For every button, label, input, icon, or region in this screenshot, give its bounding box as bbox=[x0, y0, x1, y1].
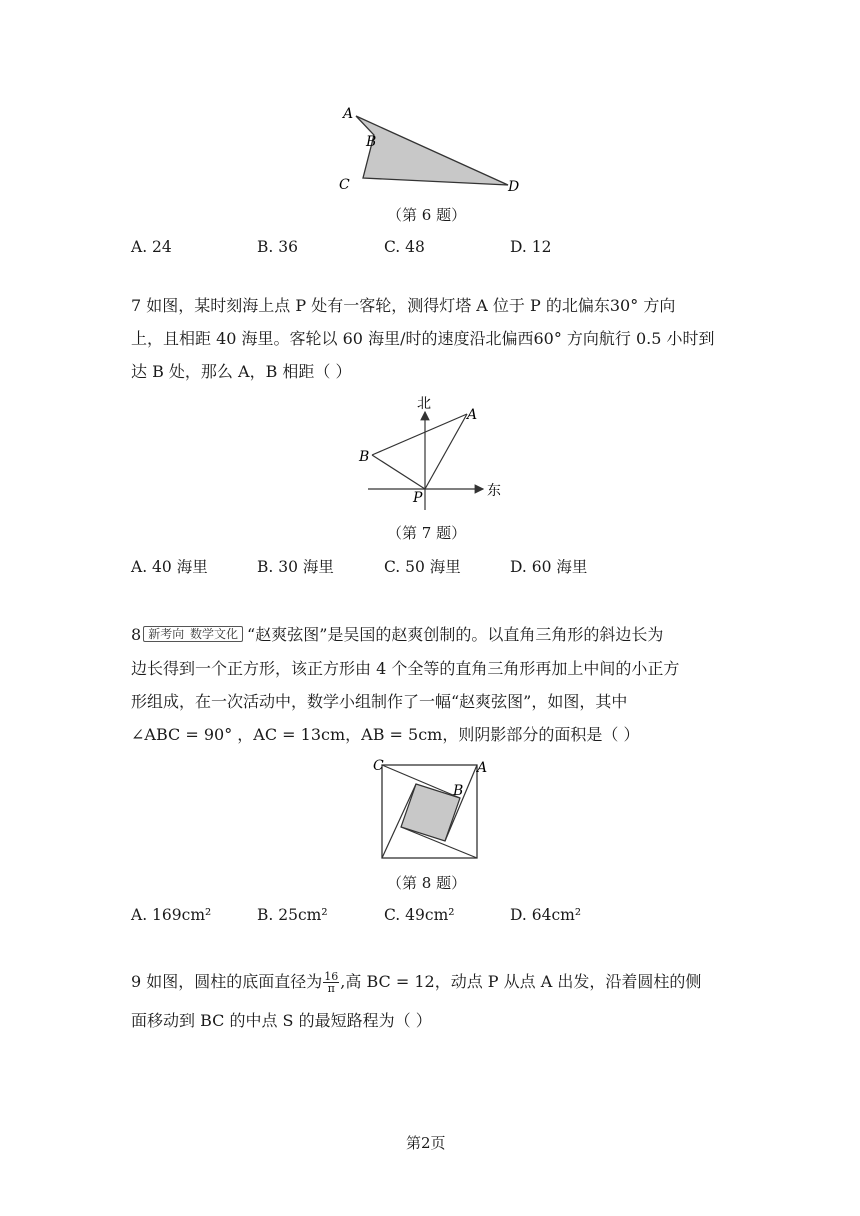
q8-line-4: ∠ABC = 90° ，AC = 13cm，AB = 5cm，则阴影部分的面积是（ ） bbox=[131, 725, 640, 744]
figure-6-shaded-region bbox=[356, 116, 508, 185]
q8-line-3: 形组成，在一次活动中，数学小组制作了一幅“赵爽弦图”，如图，其中 bbox=[131, 692, 628, 711]
q9-line-2: 面移动到 BC 的中点 S 的最短路程为（ ） bbox=[131, 1011, 432, 1030]
q7-line-2: 上，且相距 40 海里。客轮以 60 海里/时的速度沿北偏西60° 方向航行 0.5 小时到 bbox=[131, 329, 715, 348]
figure-8-label-b: B bbox=[453, 783, 464, 799]
q9-fraction bbox=[323, 971, 339, 994]
figure-7-north-label: 北 bbox=[417, 396, 431, 412]
q6-option-c: C. 48 bbox=[384, 238, 425, 256]
q8-option-b: B. 25cm² bbox=[257, 906, 328, 924]
figure-7-segment-pa bbox=[425, 414, 467, 489]
q7-option-b: B. 30 海里 bbox=[257, 558, 334, 576]
q6-option-b: B. 36 bbox=[257, 238, 298, 256]
q7-line-1: 7 如图，某时刻海上点 P 处有一客轮，测得灯塔 A 位于 P 的北偏东30° 方向 bbox=[131, 296, 676, 315]
q7-option-a: A. 40 海里 bbox=[131, 558, 208, 576]
q9-fraction-numerator: 16 bbox=[324, 970, 339, 983]
figure-7 bbox=[350, 392, 510, 517]
figure-6-label-b: B bbox=[366, 134, 377, 150]
figure-7-caption: （第 7 题） bbox=[387, 524, 467, 542]
q9-line-1-post: ,高 BC = 12，动点 P 从点 A 出发，沿着圆柱的侧 bbox=[340, 972, 702, 991]
q7-option-c: C. 50 海里 bbox=[384, 558, 461, 576]
q8-tag-math-culture: 数学文化 bbox=[190, 627, 239, 641]
figure-8-label-a: A bbox=[477, 760, 488, 776]
figure-7-label-p: P bbox=[413, 490, 423, 506]
q8-tag-badge bbox=[143, 626, 243, 642]
figure-7-label-b: B bbox=[359, 449, 370, 465]
q8-number: 8 bbox=[131, 625, 142, 644]
q9-line-1 bbox=[131, 971, 701, 994]
figure-7-segment-ab bbox=[372, 414, 467, 455]
q8-option-c: C. 49cm² bbox=[384, 906, 455, 924]
page-number: 第2页 bbox=[406, 1134, 446, 1152]
figure-6-label-c: C bbox=[339, 177, 350, 193]
q7-option-d: D. 60 海里 bbox=[510, 558, 588, 576]
figure-8-label-c: C bbox=[373, 758, 384, 774]
figure-6 bbox=[330, 100, 530, 200]
q8-line-1 bbox=[131, 625, 663, 645]
figure-7-segment-pb bbox=[372, 455, 425, 489]
figure-8 bbox=[370, 755, 490, 865]
q8-tag-new-direction: 新考向 bbox=[148, 627, 185, 641]
figure-8-caption: （第 8 题） bbox=[387, 874, 467, 892]
q9-fraction-denominator: π bbox=[327, 982, 335, 995]
q7-line-3: 达 B 处，那么 A，B 相距（ ） bbox=[131, 362, 352, 381]
q6-option-a: A. 24 bbox=[131, 238, 172, 256]
q8-line-1-text: “赵爽弦图”是吴国的赵爽创制的。以直角三角形的斜边长为 bbox=[247, 625, 664, 644]
q8-line-2: 边长得到一个正方形，该正方形由 4 个全等的直角三角形再加上中间的小正方 bbox=[131, 659, 680, 678]
q6-option-d: D. 12 bbox=[510, 238, 552, 256]
figure-6-caption: （第 6 题） bbox=[387, 206, 467, 224]
figure-6-label-d: D bbox=[508, 179, 520, 195]
figure-8-shaded-square bbox=[401, 784, 460, 841]
figure-7-label-a: A bbox=[467, 407, 478, 423]
q9-line-1-pre: 9 如图，圆柱的底面直径为 bbox=[131, 972, 323, 991]
figure-6-label-a: A bbox=[343, 106, 354, 122]
q8-option-d: D. 64cm² bbox=[510, 906, 582, 924]
figure-7-east-label: 东 bbox=[487, 483, 501, 499]
q8-option-a: A. 169cm² bbox=[131, 906, 212, 924]
